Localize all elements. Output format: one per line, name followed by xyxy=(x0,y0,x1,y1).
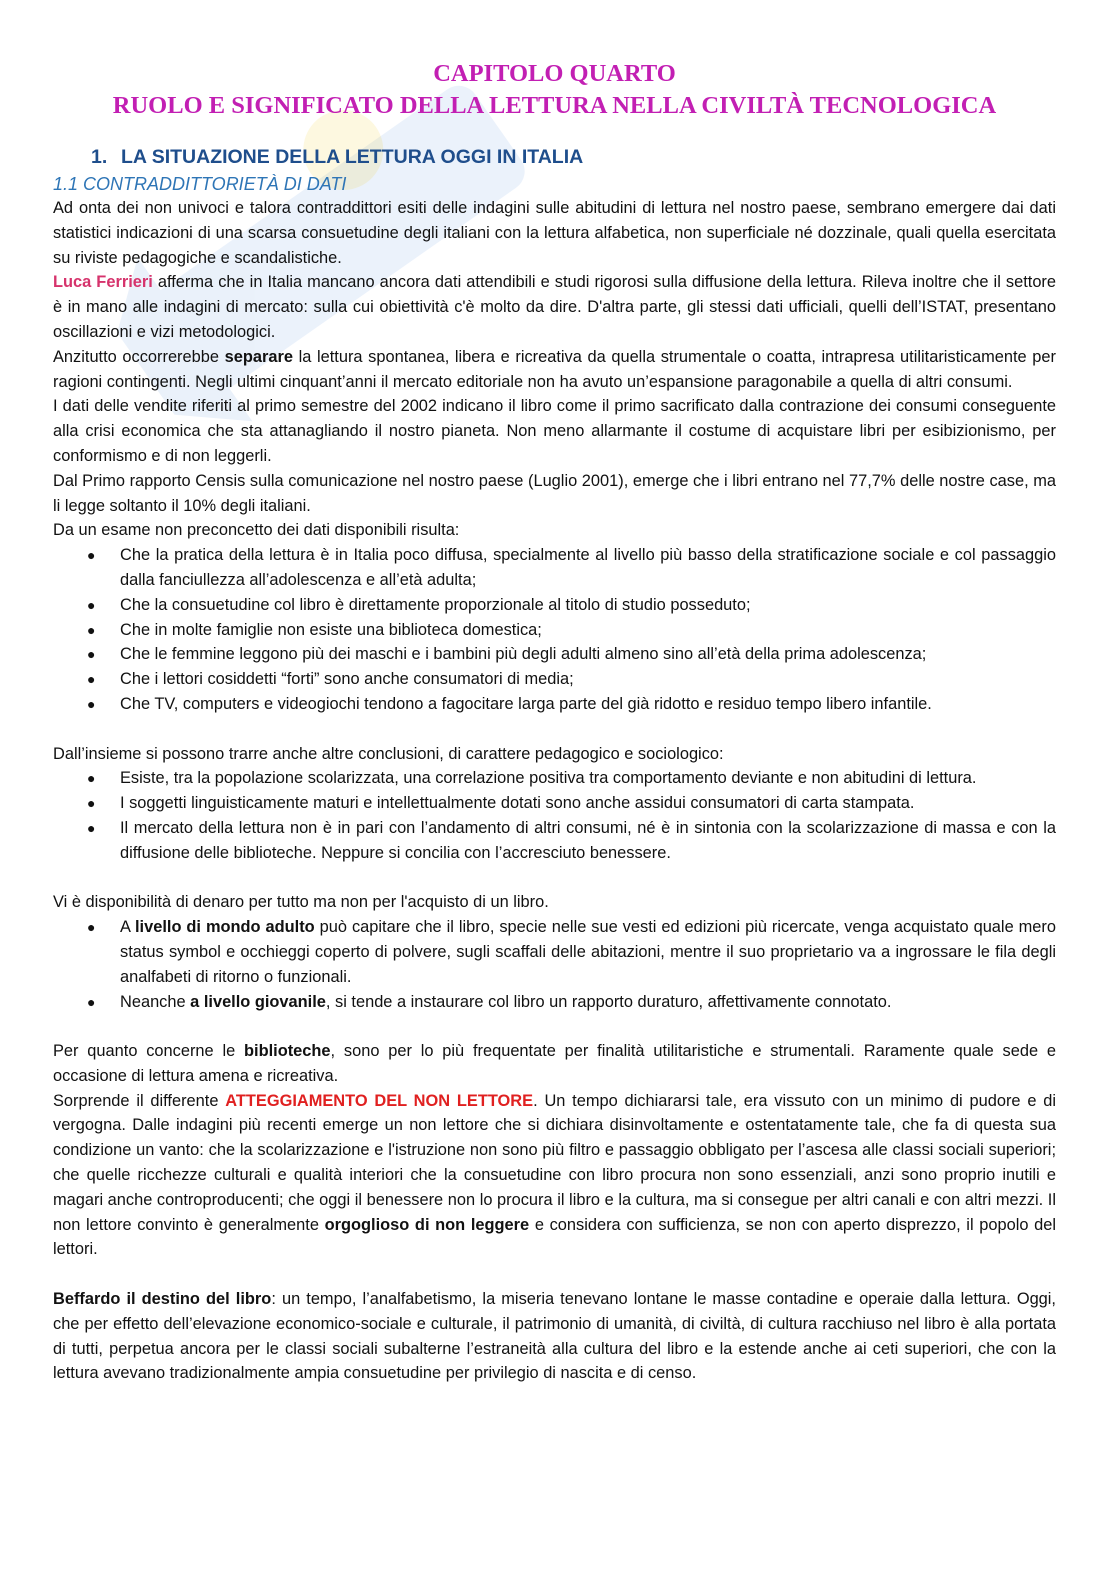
bullet-icon: ● xyxy=(87,621,96,638)
list-item xyxy=(87,642,1056,667)
document-page xyxy=(53,58,1056,1386)
paragraph-1: Ad onta dei non univoci e talora contraddittori esiti delle indagini sulle abitudini di lettura nel nostro paese, sembrano emergere dai dati statistici indicazioni di una scarsa consuetudine degli italiani con la lettura alfabetica, non superficiale né dozzinale, quali quella esercitata su riviste pedagogiche e scandalistiche. xyxy=(53,199,1056,267)
paragraph-8: Vi è disponibilità di denaro per tutto ma non per l'acquisto di un libro. xyxy=(53,893,549,912)
paragraph-11-text: : un tempo, l’analfabetismo, la miseria tenevano lontane le masse contadine e operaie dalla lettura. Oggi, che per effetto dell’elevazione economico-sociale e culturale, il patrimonio di umanità, di civiltà, di cultura racchiuso nel libro è alla portata di tutti, perpetua ancora per le classi sociali subalterne l’estraneità alla cultura del libro e la estende anche ai ceti superiori, che con la lettura avevano tradizionalmente ampia consuetudine per privilegio di nascita e di censo. xyxy=(53,1290,1056,1383)
list-item-text-a: A xyxy=(120,918,135,937)
list-item-bold: livello di mondo adulto xyxy=(135,918,315,937)
section-title: LA SITUAZIONE DELLA LETTURA OGGI IN ITALIA xyxy=(121,146,584,168)
chapter-title-line1: CAPITOLO QUARTO xyxy=(433,60,676,87)
list-item-text-b: può capitare che il libro, specie nelle sue vesti ed edizioni più ricercate, venga acquistato quale mero status symbol e occhieggi coperto di polvere, sugli scaffali delle abitazioni, mentre il suo proprietario va a ingrossare le fila degli analfabeti di ritorno o funzionali. xyxy=(120,918,1056,986)
bullet-icon: ● xyxy=(87,819,96,836)
list-item xyxy=(87,990,1056,1015)
paragraph-10-text-c: e considera con sufficienza, se non con aperto disprezzo, il popolo del lettori. xyxy=(53,1215,1056,1259)
chapter-title-line2: RUOLO E SIGNIFICATO DELLA LETTURA NELLA CIVILTÀ TECNOLOGICA xyxy=(112,92,997,119)
paragraph-10-highlight: ATTEGGIAMENTO DEL NON LETTORE xyxy=(225,1091,534,1110)
list-item-text: Che i lettori cosiddetti “forti” sono anche consumatori di media; xyxy=(120,670,574,689)
list-item xyxy=(87,593,1056,618)
list-item xyxy=(87,543,1056,593)
list-item xyxy=(87,915,1056,989)
paragraph-4: I dati delle vendite riferiti al primo semestre del 2002 indicano il libro come il primo sacrificato dalla contrazione dei consumi conseguente alla crisi economica che sta attanagliando il nostro pianeta. Non meno allarmante il costume di acquistare libri per esibizionismo, per conformismo e di non leggerli. xyxy=(53,397,1056,465)
paragraph-2 xyxy=(53,270,1056,344)
paragraph-11 xyxy=(53,1287,1056,1386)
paragraph-9 xyxy=(53,1039,1056,1089)
author-name: Luca Ferrieri xyxy=(53,273,153,292)
list-item xyxy=(87,618,1056,643)
paragraph-10-text-a: Sorprende il differente xyxy=(53,1091,226,1110)
paragraph-10-bold: orgoglioso di non leggere xyxy=(324,1215,530,1234)
bullet-icon: ● xyxy=(87,646,96,663)
list-item-text: Che in molte famiglie non esiste una biblioteca domestica; xyxy=(120,620,542,639)
list-item-text: Che la consuetudine col libro è direttamente proporzionale al titolo di studio posseduto; xyxy=(120,595,751,614)
list-item-text-b: , si tende a instaurare col libro un rapporto duraturo, affettivamente connotato. xyxy=(325,992,892,1011)
bullet-icon: ● xyxy=(87,671,96,688)
paragraph-3-text-b: la lettura spontanea, libera e ricreativa da quella strumentale o coatta, intrapresa utilitaristicamente per ragioni contingenti. Negli ultimi cinquant’anni il mercato editoriale non ha avuto un’espansione paragonabile a quella di altri consumi. xyxy=(53,347,1056,391)
paragraph-3-bold: separare xyxy=(224,347,293,366)
list-item-text: Che TV, computers e videogiochi tendono a fagocitare larga parte del già ridotto e residuo tempo libero infantile. xyxy=(120,694,932,713)
subsection-heading: 1.1 CONTRADDITTORIETÀ DI DATI xyxy=(53,174,347,194)
list-item xyxy=(87,667,1056,692)
paragraph-7: Dall’insieme si possono trarre anche altre conclusioni, di carattere pedagogico e sociologico: xyxy=(53,744,724,763)
list-item-text: Che la pratica della lettura è in Italia poco diffusa, specialmente al livello più basso della stratificazione sociale e col passaggio dalla fanciullezza all’adolescenza e all’età adulta; xyxy=(120,546,1056,589)
paragraph-6: Da un esame non preconcetto dei dati disponibili risulta: xyxy=(53,521,460,540)
bullet-icon: ● xyxy=(87,770,96,787)
paragraph-9-bold: biblioteche xyxy=(244,1042,331,1061)
list-item-text: Che le femmine leggono più dei maschi e i bambini più degli adulti almeno sino all’età della prima adolescenza; xyxy=(120,645,927,664)
section-number: 1. xyxy=(91,146,108,168)
list-item xyxy=(87,816,1056,866)
paragraph-9-text-a: Per quanto concerne le xyxy=(53,1042,245,1061)
list-item xyxy=(87,766,1056,791)
bullet-icon: ● xyxy=(87,547,96,564)
section-heading xyxy=(91,144,1056,170)
list-item-text: Il mercato della lettura non è in pari con l’andamento di altri consumi, né è in sintonia con la scolarizzazione di massa e con la diffusione delle biblioteche. Neppure si concilia con l’accresciuto benessere. xyxy=(120,818,1056,862)
list-item xyxy=(87,692,1056,717)
paragraph-3-text-a: Anzitutto occorrerebbe xyxy=(53,347,225,366)
paragraph-11-bold: Beffardo il destino del libro xyxy=(53,1290,272,1309)
levels-list xyxy=(53,915,1056,1014)
bullet-icon: ● xyxy=(87,993,96,1010)
paragraph-3 xyxy=(53,345,1056,395)
bullet-icon: ● xyxy=(87,795,96,812)
list-item-text: I soggetti linguisticamente maturi e intellettualmente dotati sono anche assidui consumatori di carta stampata. xyxy=(120,794,915,813)
list-item-text-a: Neanche xyxy=(120,992,191,1011)
list-item xyxy=(87,791,1056,816)
chapter-title xyxy=(53,58,1056,122)
paragraph-10-text-b: . Un tempo dichiararsi tale, era vissuto con un minimo di pudore e di vergogna. Dalle indagini più recenti emerge un non lettore che si dichiara disinvoltamente e ostentatamente tale, che fa di questa sua condizione un vanto: che la scolarizzazione e l'istruzione non sono più filtro e passaggio obbligato per l’ascesa alle classi sociali superiori; che quelle ricchezze culturali e qualità interiori che la consuetudine con libro procura non sono essenziali, anzi sono proprio inutili e magari anche controproducenti; che oggi il benessere non lo procura il libro e la cultura, ma si consegue per altri canali e con altri mezzi. Il non lettore convinto è generalmente xyxy=(53,1091,1056,1234)
paragraph-2-text: afferma che in Italia mancano ancora dati attendibili e studi rigorosi sulla diffusione della lettura. Rileva inoltre che il settore è in mano alle indagini di mercato: sulla cui obiettività c'è molto da dire. D'altra parte, gli stessi dati ufficiali, quelli dell’ISTAT, presentano oscillazioni e vizi metodologici. xyxy=(53,273,1057,341)
list-item-text: Esiste, tra la popolazione scolarizzata, una correlazione positiva tra comportamento deviante e non abitudini di lettura. xyxy=(120,769,977,788)
bullet-icon: ● xyxy=(87,695,96,712)
paragraph-5: Dal Primo rapporto Censis sulla comunicazione nel nostro paese (Luglio 2001), emerge che i libri entrano nel 77,7% delle nostre case, ma li legge soltanto il 10% degli italiani. xyxy=(53,471,1056,515)
conclusions-list xyxy=(53,766,1056,865)
paragraph-10 xyxy=(53,1089,1056,1263)
findings-list xyxy=(53,543,1056,717)
paragraph-9-text-b: , sono per lo più frequentate per finalità utilitaristiche e strumentali. Raramente quale sede e occasione di lettura amena e ricreativa. xyxy=(53,1042,1056,1085)
bullet-icon: ● xyxy=(87,919,96,936)
list-item-bold: a livello giovanile xyxy=(190,992,326,1011)
bullet-icon: ● xyxy=(87,596,96,613)
